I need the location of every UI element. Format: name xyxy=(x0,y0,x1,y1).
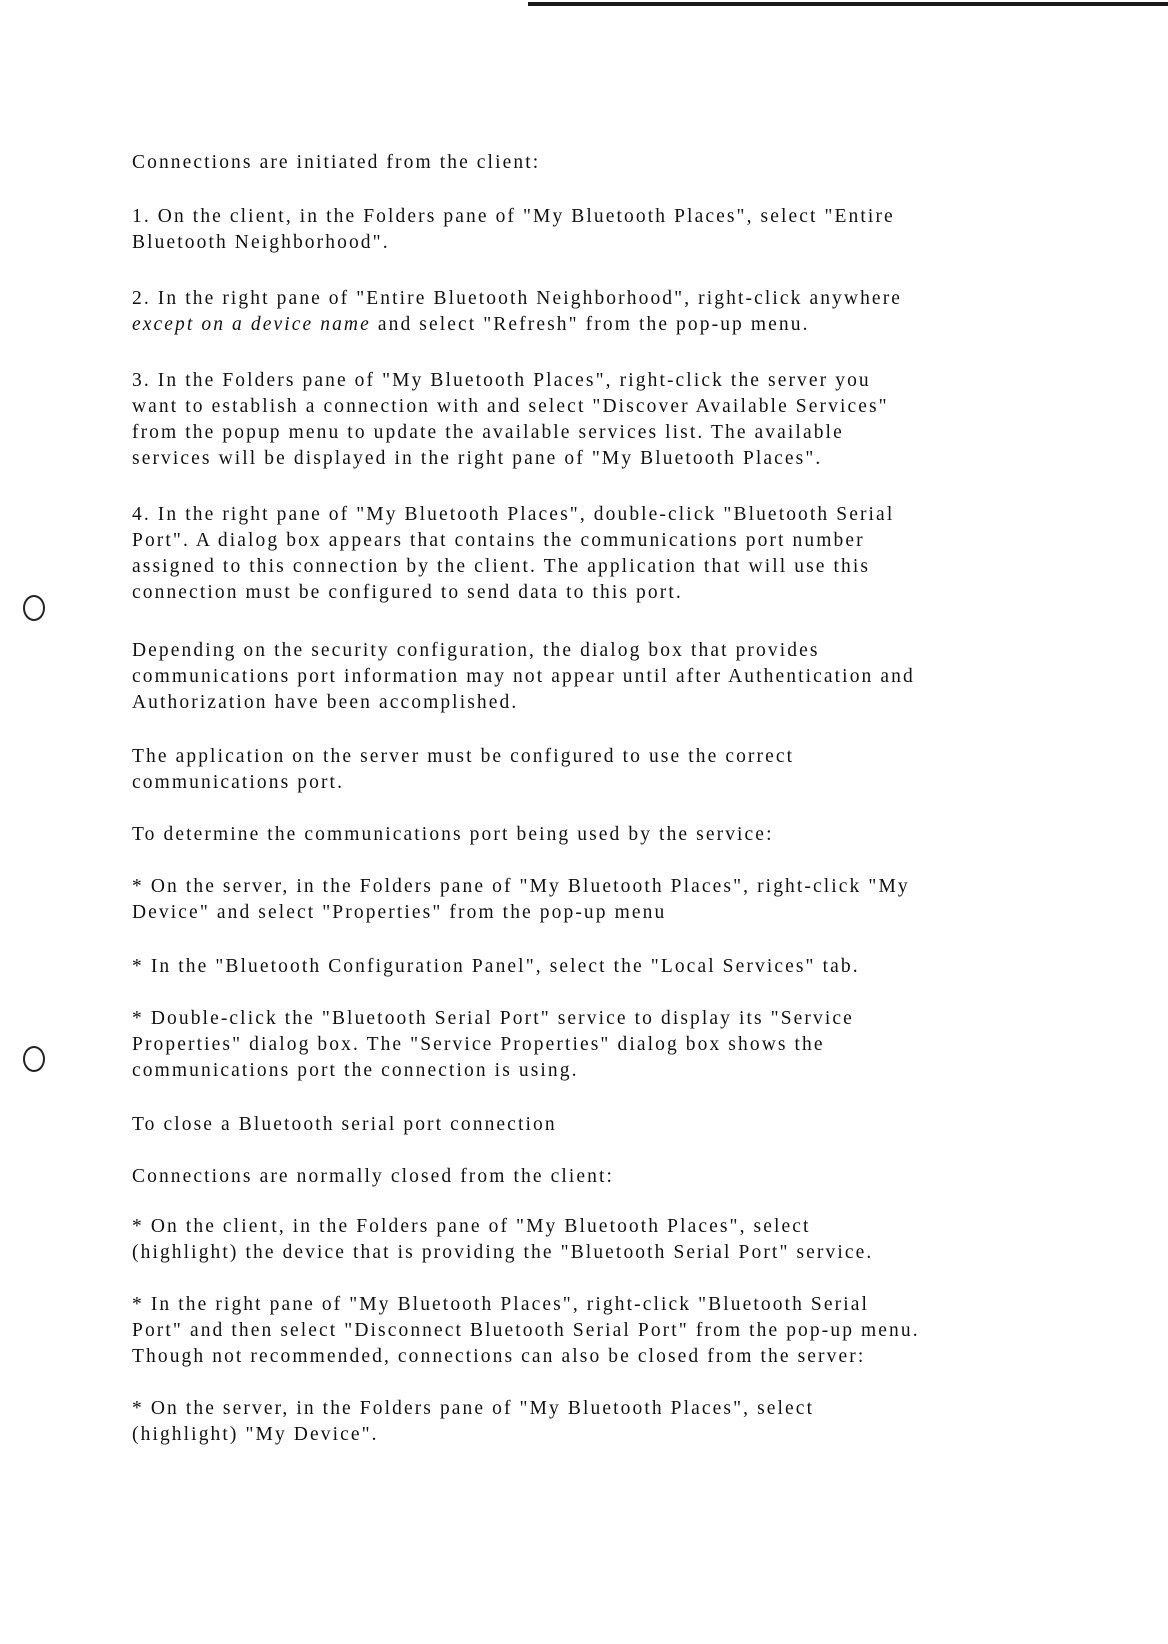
paragraph-intro: Connections are initiated from the client: xyxy=(132,152,541,173)
bullet-client-highlight: * On the client, in the Folders pane of "My Bluetooth Places", select (highlight) the device that is providing the "Bluetooth Serial Port" service. xyxy=(132,1216,874,1263)
step-2-text-a: 2. In the right pane of "Entire Bluetooth Neighborhood", right-click anywhere xyxy=(132,288,903,309)
bullet-double-click-service: * Double-click the "Bluetooth Serial Port" service to display its "Service Properties" dialog box. The "Service Properties" dialog box shows the communications port the connection is using. xyxy=(132,1008,854,1081)
step-2-emphasis: except on a device name xyxy=(132,314,371,335)
bullet-disconnect: * In the right pane of "My Bluetooth Places", right-click "Bluetooth Serial Port" and then select "Disconnect Bluetooth Serial Port" from the pop-up menu. Though not recommended, connections can also be closed from the server: xyxy=(132,1294,920,1367)
paragraph-determine-heading: To determine the communications port being used by the service: xyxy=(132,824,774,845)
step-2 xyxy=(132,286,1032,338)
paragraph-application: The application on the server must be configured to use the correct communications port. xyxy=(132,746,795,793)
step-3: 3. In the Folders pane of "My Bluetooth Places", right-click the server you want to establish a connection with and select "Discover Available Services" from the popup menu to update the available services list. The available services will be displayed in the right pane of "My Bluetooth Places". xyxy=(132,370,889,469)
top-rule xyxy=(528,2,1168,6)
punch-hole-mark xyxy=(23,595,45,621)
bullet-configuration-panel: * In the "Bluetooth Configuration Panel", select the "Local Services" tab. xyxy=(132,956,860,977)
step-1: 1. On the client, in the Folders pane of "My Bluetooth Places", select "Entire Bluetooth Neighborhood". xyxy=(132,206,895,253)
bullet-server-highlight: * On the server, in the Folders pane of "My Bluetooth Places", select (highlight) "My Device". xyxy=(132,1398,815,1445)
punch-hole-mark xyxy=(23,1046,45,1072)
step-2-text-b: and select "Refresh" from the pop-up menu. xyxy=(370,314,810,335)
paragraph-security: Depending on the security configuration, the dialog box that provides communications port information may not appear until after Authentication and Authorization have been accomplished. xyxy=(132,640,915,713)
bullet-server-properties: * On the server, in the Folders pane of "My Bluetooth Places", right-click "My Device" and select "Properties" from the pop-up menu xyxy=(132,876,910,923)
paragraph-close-client: Connections are normally closed from the client: xyxy=(132,1166,615,1187)
paragraph-close-heading: To close a Bluetooth serial port connection xyxy=(132,1114,557,1135)
step-4: 4. In the right pane of "My Bluetooth Places", double-click "Bluetooth Serial Port". A dialog box appears that contains the communications port number assigned to this connection by the client. The application that will use this connection must be configured to send data to this port. xyxy=(132,504,895,603)
